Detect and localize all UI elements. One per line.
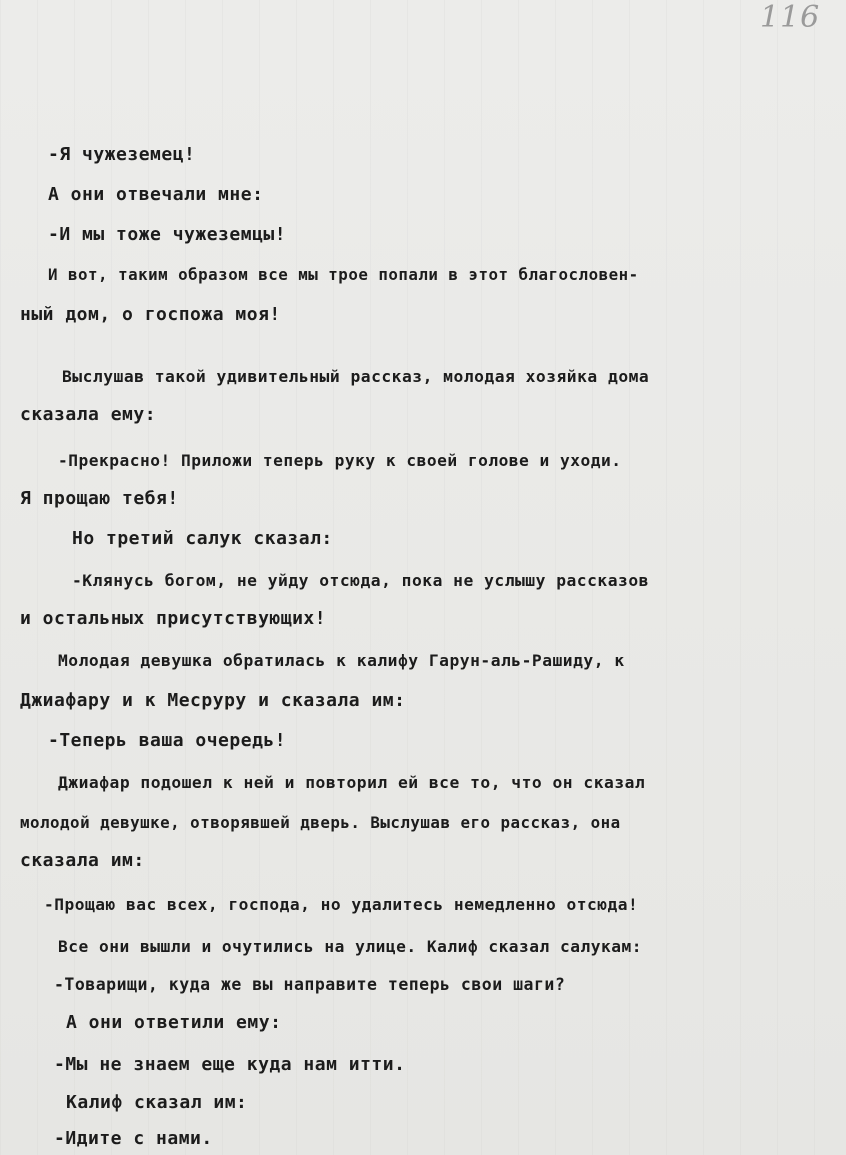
text-line-15: -Теперь ваша очередь!	[48, 730, 287, 751]
text-line-18: сказала им:	[20, 850, 145, 871]
text-line-16: Джиафар подошел к ней и повторил ей все то, что он сказал	[58, 773, 646, 792]
text-line-1: -Я чужеземец!	[48, 144, 196, 165]
text-line-20: Все они вышли и очутились на улице. Калиф сказал салукам:	[58, 937, 643, 956]
text-line-9: Я прощаю тебя!	[20, 488, 179, 509]
text-line-12: и остальных присутствующих!	[20, 608, 327, 629]
text-line-21: -Товарищи, куда же вы направите теперь свои шаги?	[54, 975, 566, 994]
text-line-6: Выслушав такой удивительный рассказ, молодая хозяйка дома	[62, 367, 650, 386]
text-line-11: -Клянусь богом, не уйду отсюда, пока не услышу рассказов	[72, 571, 649, 590]
text-line-10: Но третий салук сказал:	[72, 528, 333, 549]
text-line-7: сказала ему:	[20, 404, 157, 425]
text-line-14: Джиафару и к Месруру и сказала им:	[20, 690, 406, 711]
text-line-25: -Идите с нами.	[54, 1128, 213, 1149]
text-line-3: -И мы тоже чужеземцы!	[48, 224, 287, 245]
text-line-17: молодой девушке, отворявшей дверь. Выслушав его рассказ, она	[20, 813, 621, 832]
text-line-2: А они отвечали мне:	[48, 184, 264, 205]
text-line-8: -Прекрасно! Приложи теперь руку к своей голове и уходи.	[58, 451, 622, 470]
text-line-5: ный дом, о госпожа моя!	[20, 304, 281, 325]
page-number: 116	[760, 0, 821, 35]
text-line-23: -Мы не знаем еще куда нам итти.	[54, 1054, 406, 1075]
text-line-22: А они ответили ему:	[66, 1012, 282, 1033]
text-line-24: Калиф сказал им:	[66, 1092, 248, 1113]
text-line-13: Молодая девушка обратилась к калифу Гарун-аль-Рашиду, к	[58, 651, 625, 670]
text-line-4: И вот, таким образом все мы трое попали в этот благословен-	[48, 265, 639, 284]
text-line-19: -Прощаю вас всех, господа, но удалитесь немедленно отсюда!	[44, 895, 639, 914]
